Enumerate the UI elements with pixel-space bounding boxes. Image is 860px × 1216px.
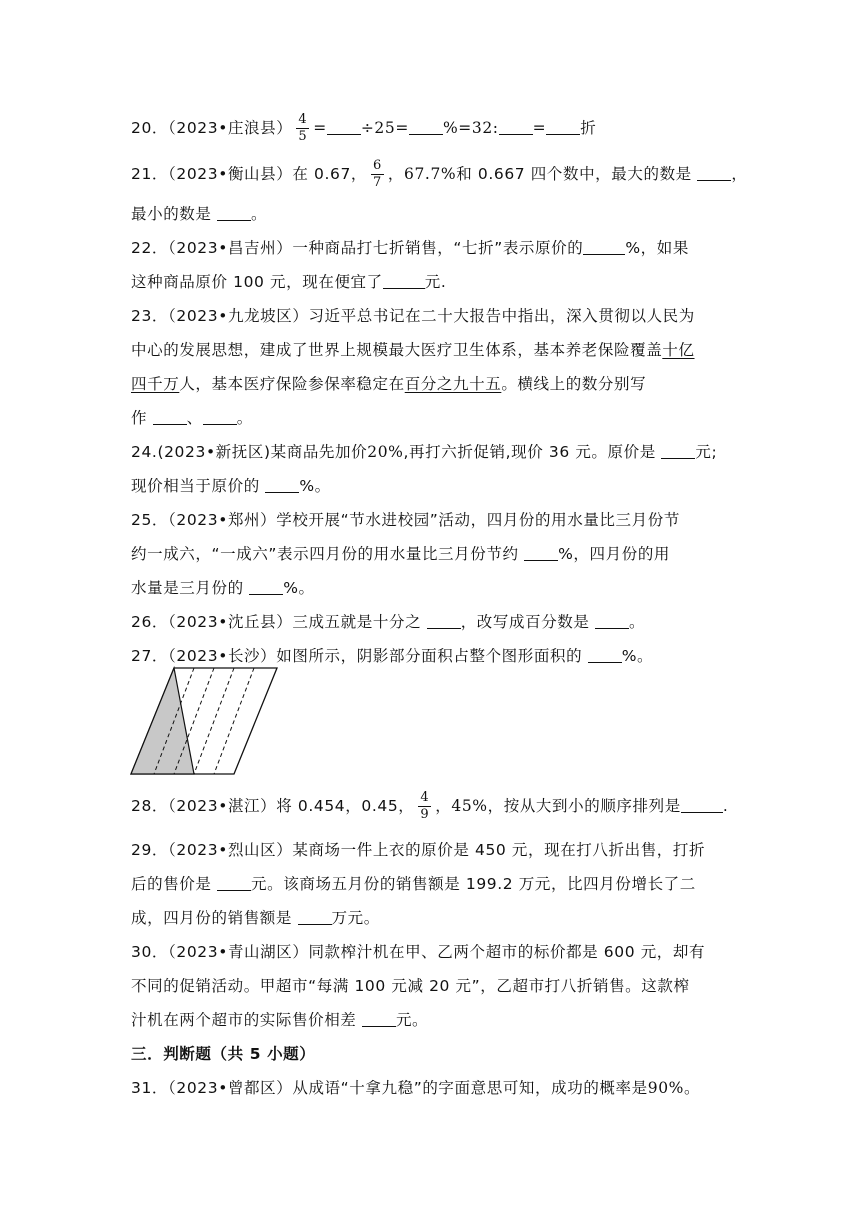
question-22: 22．（2023•昌吉州）一种商品打七折销售，“七折”表示原价的 %，如果: [131, 239, 689, 257]
parallelogram-figure: [130, 666, 278, 776]
question-24-line2: 现价相当于原价的 %。: [131, 477, 331, 495]
answer-blank[interactable]: [697, 166, 731, 181]
question-23-line2: 中心的发展思想，建成了世界上规模最大医疗卫生体系，基本养老保险覆盖十亿: [131, 341, 695, 359]
question-23: 23．（2023•九龙坡区）习近平总书记在二十大报告中指出，深入贯彻以人民为: [131, 307, 695, 325]
answer-blank[interactable]: [298, 910, 332, 925]
answer-blank[interactable]: [661, 444, 695, 459]
question-30: 30．（2023•青山湖区）同款榨汁机在甲、乙两个超市的标价都是 600 元，却有: [131, 943, 706, 961]
answer-blank[interactable]: [499, 120, 533, 135]
question-23-line3: 四千万人，基本医疗保险参保率稳定在百分之九十五。横线上的数分别写: [131, 375, 647, 393]
shaded-triangle: [131, 668, 194, 774]
question-21: 21．（2023•衡山县）在 0.67， $\frac{6}{7}$ ，67.7%和 0.667 四个数中，最大的数是 ，: [131, 158, 748, 190]
fraction-4-5: $\frac{4}{5}$: [298, 112, 308, 144]
answer-blank[interactable]: [217, 206, 251, 221]
question-30-line2: 不同的促销活动。甲超市“每满 100 元减 20 元”，乙超市打八折销售。这款榨: [131, 977, 690, 995]
answer-blank[interactable]: [583, 240, 625, 255]
section-heading: 三．判断题（共 5 小题）: [131, 1045, 316, 1063]
question-25-line3: 水量是三月份的 %。: [131, 579, 315, 597]
question-22-line2: 这种商品原价 100 元，现在便宜了 元.: [131, 273, 447, 291]
answer-blank[interactable]: [546, 120, 580, 135]
question-25-line2: 约一成六，“一成六”表示四月份的用水量比三月份节约 %，四月份的用: [131, 545, 671, 563]
answer-blank[interactable]: [203, 410, 237, 425]
answer-blank[interactable]: [524, 546, 558, 561]
answer-blank[interactable]: [249, 580, 283, 595]
answer-blank[interactable]: [681, 798, 723, 813]
answer-blank[interactable]: [217, 876, 251, 891]
question-25: 25．（2023•郑州）学校开展“节水进校园”活动，四月份的用水量比三月份节: [131, 511, 680, 529]
question-29-line2: 后的售价是 元。该商场五月份的销售额是 199.2 万元，比四月份增长了二: [131, 875, 696, 893]
question-26: 26．（2023•沈丘县）三成五就是十分之 ，改写成百分数是 。: [131, 613, 646, 631]
answer-blank[interactable]: [153, 410, 187, 425]
answer-blank[interactable]: [588, 648, 622, 663]
question-31: 31．（2023•曾都区）从成语“十拿九稳”的字面意思可知，成功的概率是90%。: [131, 1079, 701, 1097]
question-30-line3: 汁机在两个超市的实际售价相差 元。: [131, 1011, 429, 1029]
question-21-line2: 最小的数是 。: [131, 205, 268, 223]
fraction-6-7: $\frac{6}{7}$: [373, 158, 382, 190]
answer-blank[interactable]: [383, 274, 425, 289]
dashed-line: [194, 668, 234, 774]
question-29: 29．（2023•烈山区）某商场一件上衣的原价是 450 元，现在打八折出售，打折: [131, 841, 706, 859]
question-27: 27．（2023•长沙）如图所示，阴影部分面积占整个图形面积的 %。: [131, 647, 654, 665]
answer-blank[interactable]: [595, 614, 629, 629]
answer-blank[interactable]: [327, 120, 361, 135]
question-20: 20．（2023•庄浪县） $\frac{4}{5}$ = ÷25= %=32: = 折: [131, 112, 597, 144]
question-29-line3: 成，四月份的销售额是 万元。: [131, 909, 380, 927]
dashed-line: [214, 668, 254, 774]
answer-blank[interactable]: [427, 614, 461, 629]
answer-blank[interactable]: [265, 478, 299, 493]
answer-blank[interactable]: [362, 1012, 396, 1027]
fraction-4-9: $\frac{4}{9}$: [420, 790, 430, 822]
question-28: 28．（2023•湛江）将 0.454，0.45， $\frac{4}{9}$ ，45%，按从大到小的顺序排列是 .: [131, 790, 729, 822]
question-23-line4: 作 、 。: [131, 409, 253, 427]
answer-blank[interactable]: [409, 120, 443, 135]
question-24: 24.(2023•新抚区)某商品先加价20%,再打六折促销,现价 36 元。原价是 元;: [131, 443, 718, 461]
